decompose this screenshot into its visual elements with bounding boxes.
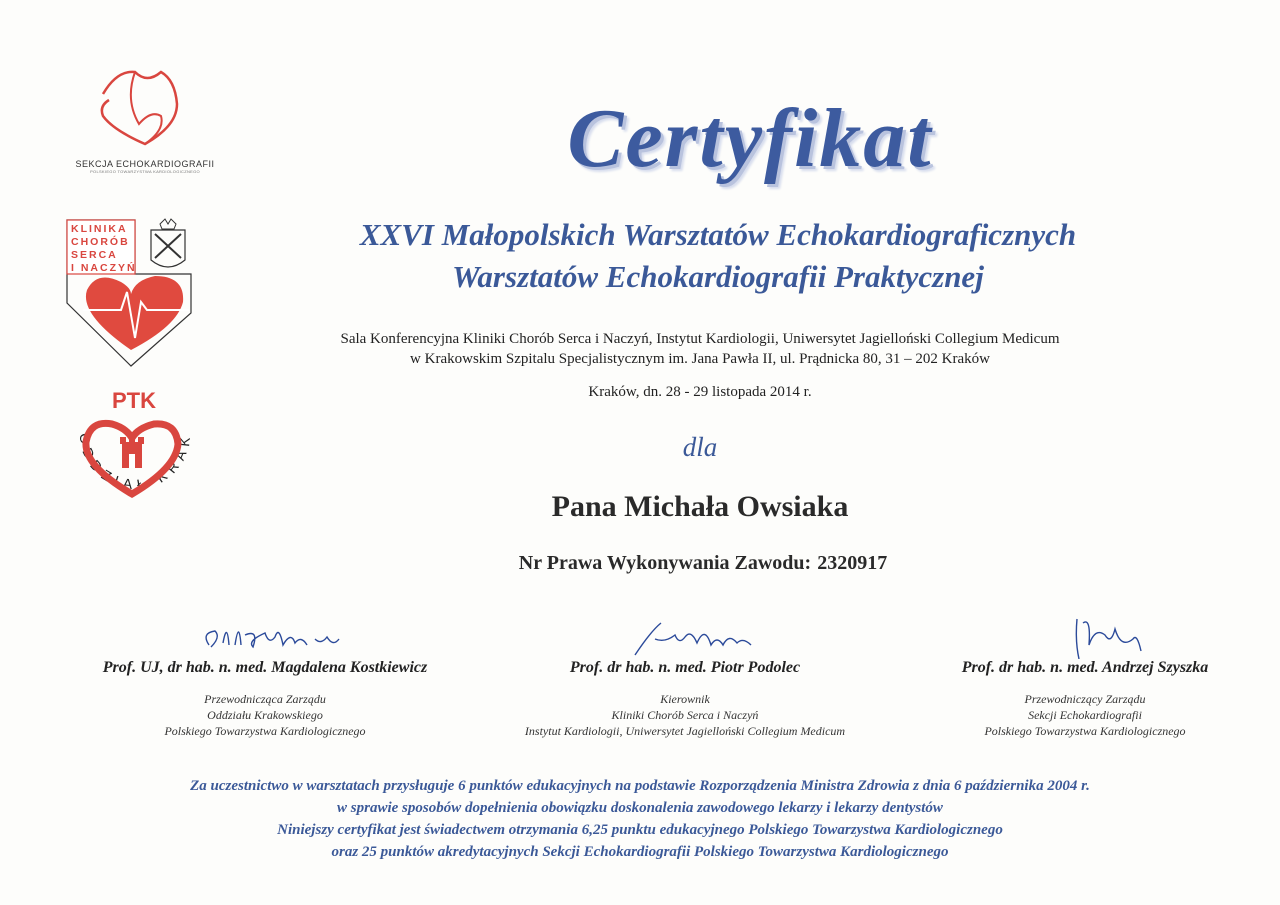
ptk-lettering: PTK xyxy=(112,388,156,413)
handwritten-signature-3 xyxy=(965,615,1205,659)
signatory-1-role-line3: Polskiego Towarzystwa Kardiologicznego xyxy=(164,724,366,738)
license-line xyxy=(400,552,1000,575)
red-heart-icon xyxy=(86,276,183,350)
footer-line1: Za uczestnictwo w warsztatach przysługuje 6 punktów edukacyjnych na podstawie Rozporządzenia Ministra Zdrowia z dnia 6 października 2004 r. xyxy=(190,778,1090,794)
event-name-line1: XXVI Małopolskich Warsztatów Echokardiograficznych xyxy=(359,217,1077,252)
event-name-line2: Warsztatów Echokardiografii Praktycznej xyxy=(452,259,984,294)
signatory-2-role-line3: Instytut Kardiologii, Uniwersytet Jagielloński Collegium Medicum xyxy=(524,724,846,738)
echo-section-name: SEKCJA ECHOKARDIOGRAFII xyxy=(75,159,215,169)
svg-text:KLINIKA: KLINIKA xyxy=(71,223,128,235)
signatory-2 xyxy=(470,615,900,739)
venue-line1: Sala Konferencyjna Kliniki Chorób Serca i Naczyń, Instytut Kardiologii, Uniwersytet Jagielloński Collegium Medicum xyxy=(340,331,1060,347)
signatory-2-name: Prof. dr hab. n. med. Piotr Podolec xyxy=(569,659,801,676)
certificate-title: Certyfikat xyxy=(567,92,933,185)
recipient-name: Pana Michała Owsiaka xyxy=(551,490,849,523)
signatory-1-role-line2: Oddziału Krakowskiego xyxy=(207,708,323,722)
castle-icon xyxy=(120,437,144,468)
svg-text:I NACZYŃ: I NACZYŃ xyxy=(71,262,137,274)
signatory-2-role-line2: Kliniki Chorób Serca i Naczyń xyxy=(611,708,759,722)
footer-line4: oraz 25 punktów akredytacyjnych Sekcji Echokardiografii Polskiego Towarzystwa Kardiologicznego xyxy=(331,844,949,860)
clinic-logo xyxy=(65,218,195,373)
signatory-1-role-line1: Przewodnicząca Zarządu xyxy=(204,692,326,706)
ptk-ring-lettering: ODDZIAŁ KRAK xyxy=(76,430,194,493)
svg-text:SERCA: SERCA xyxy=(71,249,118,261)
footer-line3: Niniejszy certyfikat jest świadectwem otrzymania 6,25 punktu edukacyjnego Polskiego Towarzystwa Kardiologicznego xyxy=(277,822,1003,838)
signatory-3 xyxy=(905,615,1265,739)
svg-text:CHORÓB: CHORÓB xyxy=(71,236,130,248)
footer-line2: w sprawie sposobów dopełnienia obowiązku doskonalenia zawodowego lekarzy i lekarzy dentystów xyxy=(337,800,943,816)
license-number: 2320917 xyxy=(817,552,888,574)
signatory-3-role-line1: Przewodniczący Zarządu xyxy=(1024,692,1146,706)
venue-line2: w Krakowskim Szpitalu Specjalistycznym im. Jana Pawła II, ul. Prądnicka 80, 31 – 202 Kraków xyxy=(410,351,990,367)
for-label: dla xyxy=(682,432,718,462)
signatory-3-role-line3: Polskiego Towarzystwa Kardiologicznego xyxy=(984,724,1186,738)
signatory-1 xyxy=(55,615,475,739)
event-date: Kraków, dn. 28 - 29 listopada 2014 r. xyxy=(588,384,812,400)
signatory-2-role-line1: Kierownik xyxy=(660,692,710,706)
echo-section-subname: POLSKIEGO TOWARZYSTWA KARDIOLOGICZNEGO xyxy=(90,169,200,174)
ptk-logo xyxy=(62,382,202,522)
handwritten-signature-1 xyxy=(145,615,385,659)
heart-outline-icon xyxy=(65,64,225,152)
license-label: Nr Prawa Wykonywania Zawodu: xyxy=(518,552,812,574)
echo-section-logo xyxy=(65,64,225,174)
handwritten-signature-2 xyxy=(565,615,805,659)
crest-icon xyxy=(151,219,185,267)
signatory-1-name: Prof. UJ, dr hab. n. med. Magdalena Kostkiewicz xyxy=(102,659,428,676)
signatory-3-name: Prof. dr hab. n. med. Andrzej Szyszka xyxy=(961,659,1209,676)
signatory-3-role-line2: Sekcji Echokardiografii xyxy=(1028,708,1142,722)
